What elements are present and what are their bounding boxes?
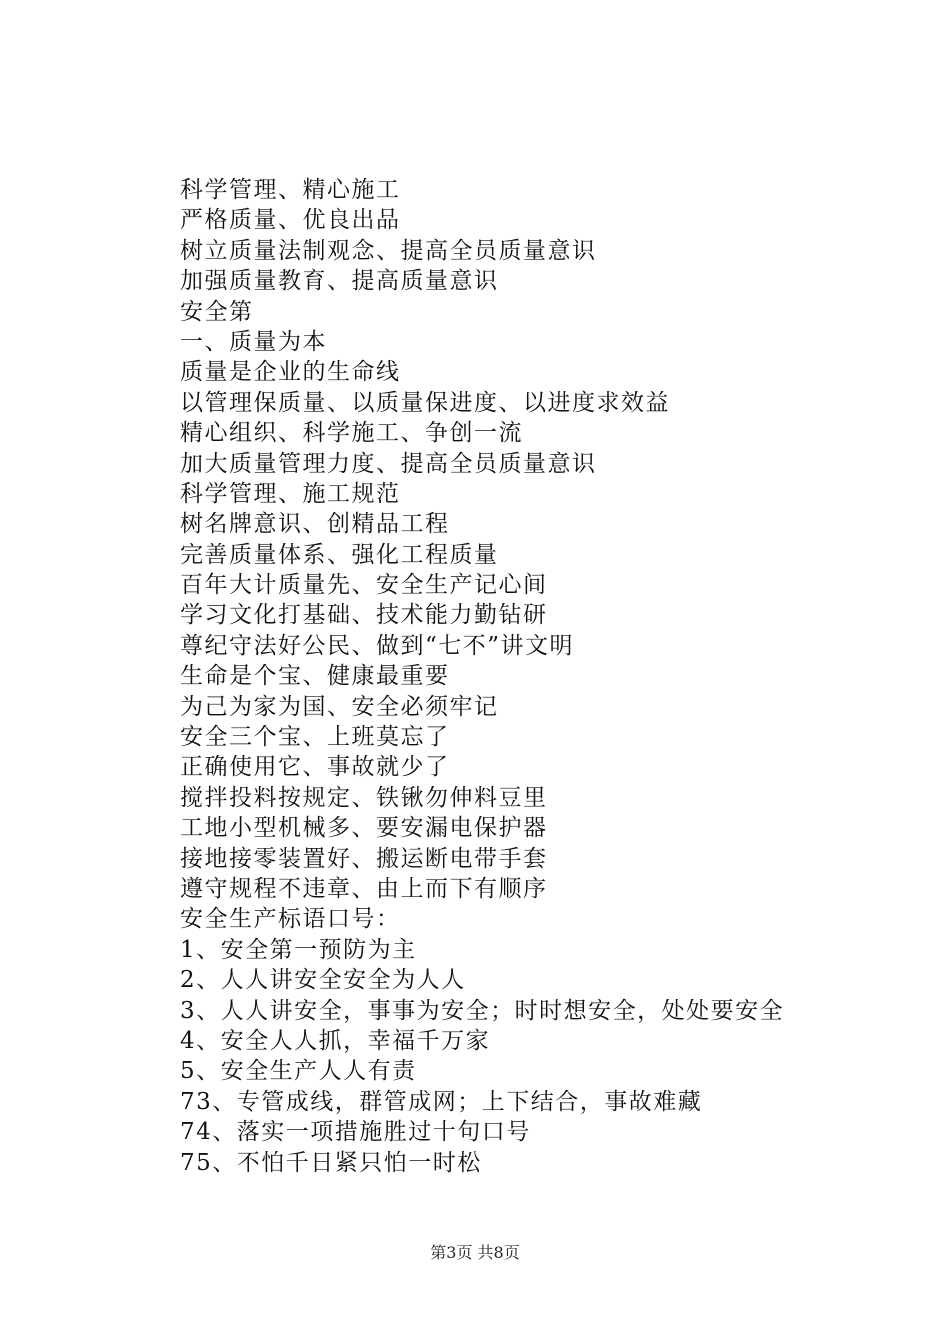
text-line: 生命是个宝、健康最重要 (180, 663, 450, 690)
text-line: 正确使用它、事故就少了 (180, 754, 450, 781)
text-line: 3、人人讲安全，事事为安全；时时想安全，处处要安全 (180, 997, 785, 1024)
text-line: 遵守规程不违章、由上而下有顺序 (180, 875, 548, 902)
document-body (180, 175, 920, 1178)
text-line: 学习文化打基础、技术能力勤钻研 (180, 602, 548, 629)
text-line: 5、安全生产人人有责 (180, 1058, 417, 1085)
text-line: 1、安全第一预防为主 (180, 936, 417, 963)
text-line: 安全第 (180, 298, 254, 325)
text-line: 以管理保质量、以质量保进度、以进度求效益 (180, 389, 670, 416)
text-line: 科学管理、施工规范 (180, 480, 401, 507)
text-line: 接地接零装置好、搬运断电带手套 (180, 845, 548, 872)
text-line: 加大质量管理力度、提高全员质量意识 (180, 450, 597, 477)
text-line: 尊纪守法好公民、做到“七不”讲文明 (180, 632, 575, 659)
text-line: 4、安全人人抓，幸福千万家 (180, 1027, 491, 1054)
text-line: 加强质量教育、提高质量意识 (180, 268, 499, 295)
text-line: 工地小型机械多、要安漏电保护器 (180, 815, 548, 842)
text-line: 75、不怕千日紧只怕一时松 (180, 1149, 482, 1176)
page-number-footer: 第3页 共8页 (430, 1243, 520, 1262)
text-line: 质量是企业的生命线 (180, 359, 401, 386)
text-line: 74、落实一项措施胜过十句口号 (180, 1119, 531, 1146)
text-line: 安全三个宝、上班莫忘了 (180, 724, 450, 751)
text-line: 树立质量法制观念、提高全员质量意识 (180, 237, 597, 264)
text-line: 搅拌投料按规定、铁锹勿伸料豆里 (180, 784, 548, 811)
text-line: 百年大计质量先、安全生产记心间 (180, 572, 548, 599)
text-line: 树名牌意识、创精品工程 (180, 511, 450, 538)
text-line: 为己为家为国、安全必须牢记 (180, 693, 499, 720)
text-line: 2、人人讲安全安全为人人 (180, 967, 466, 994)
text-line: 一、质量为本 (180, 328, 327, 355)
text-line: 精心组织、科学施工、争创一流 (180, 420, 523, 447)
text-line: 严格质量、优良出品 (180, 207, 401, 234)
text-line: 科学管理、精心施工 (180, 177, 401, 203)
text-line: 完善质量体系、强化工程质量 (180, 541, 499, 568)
text-line: 安全生产标语口号： (180, 906, 401, 933)
text-line: 73、专管成线，群管成网；上下结合，事故难藏 (180, 1088, 703, 1115)
